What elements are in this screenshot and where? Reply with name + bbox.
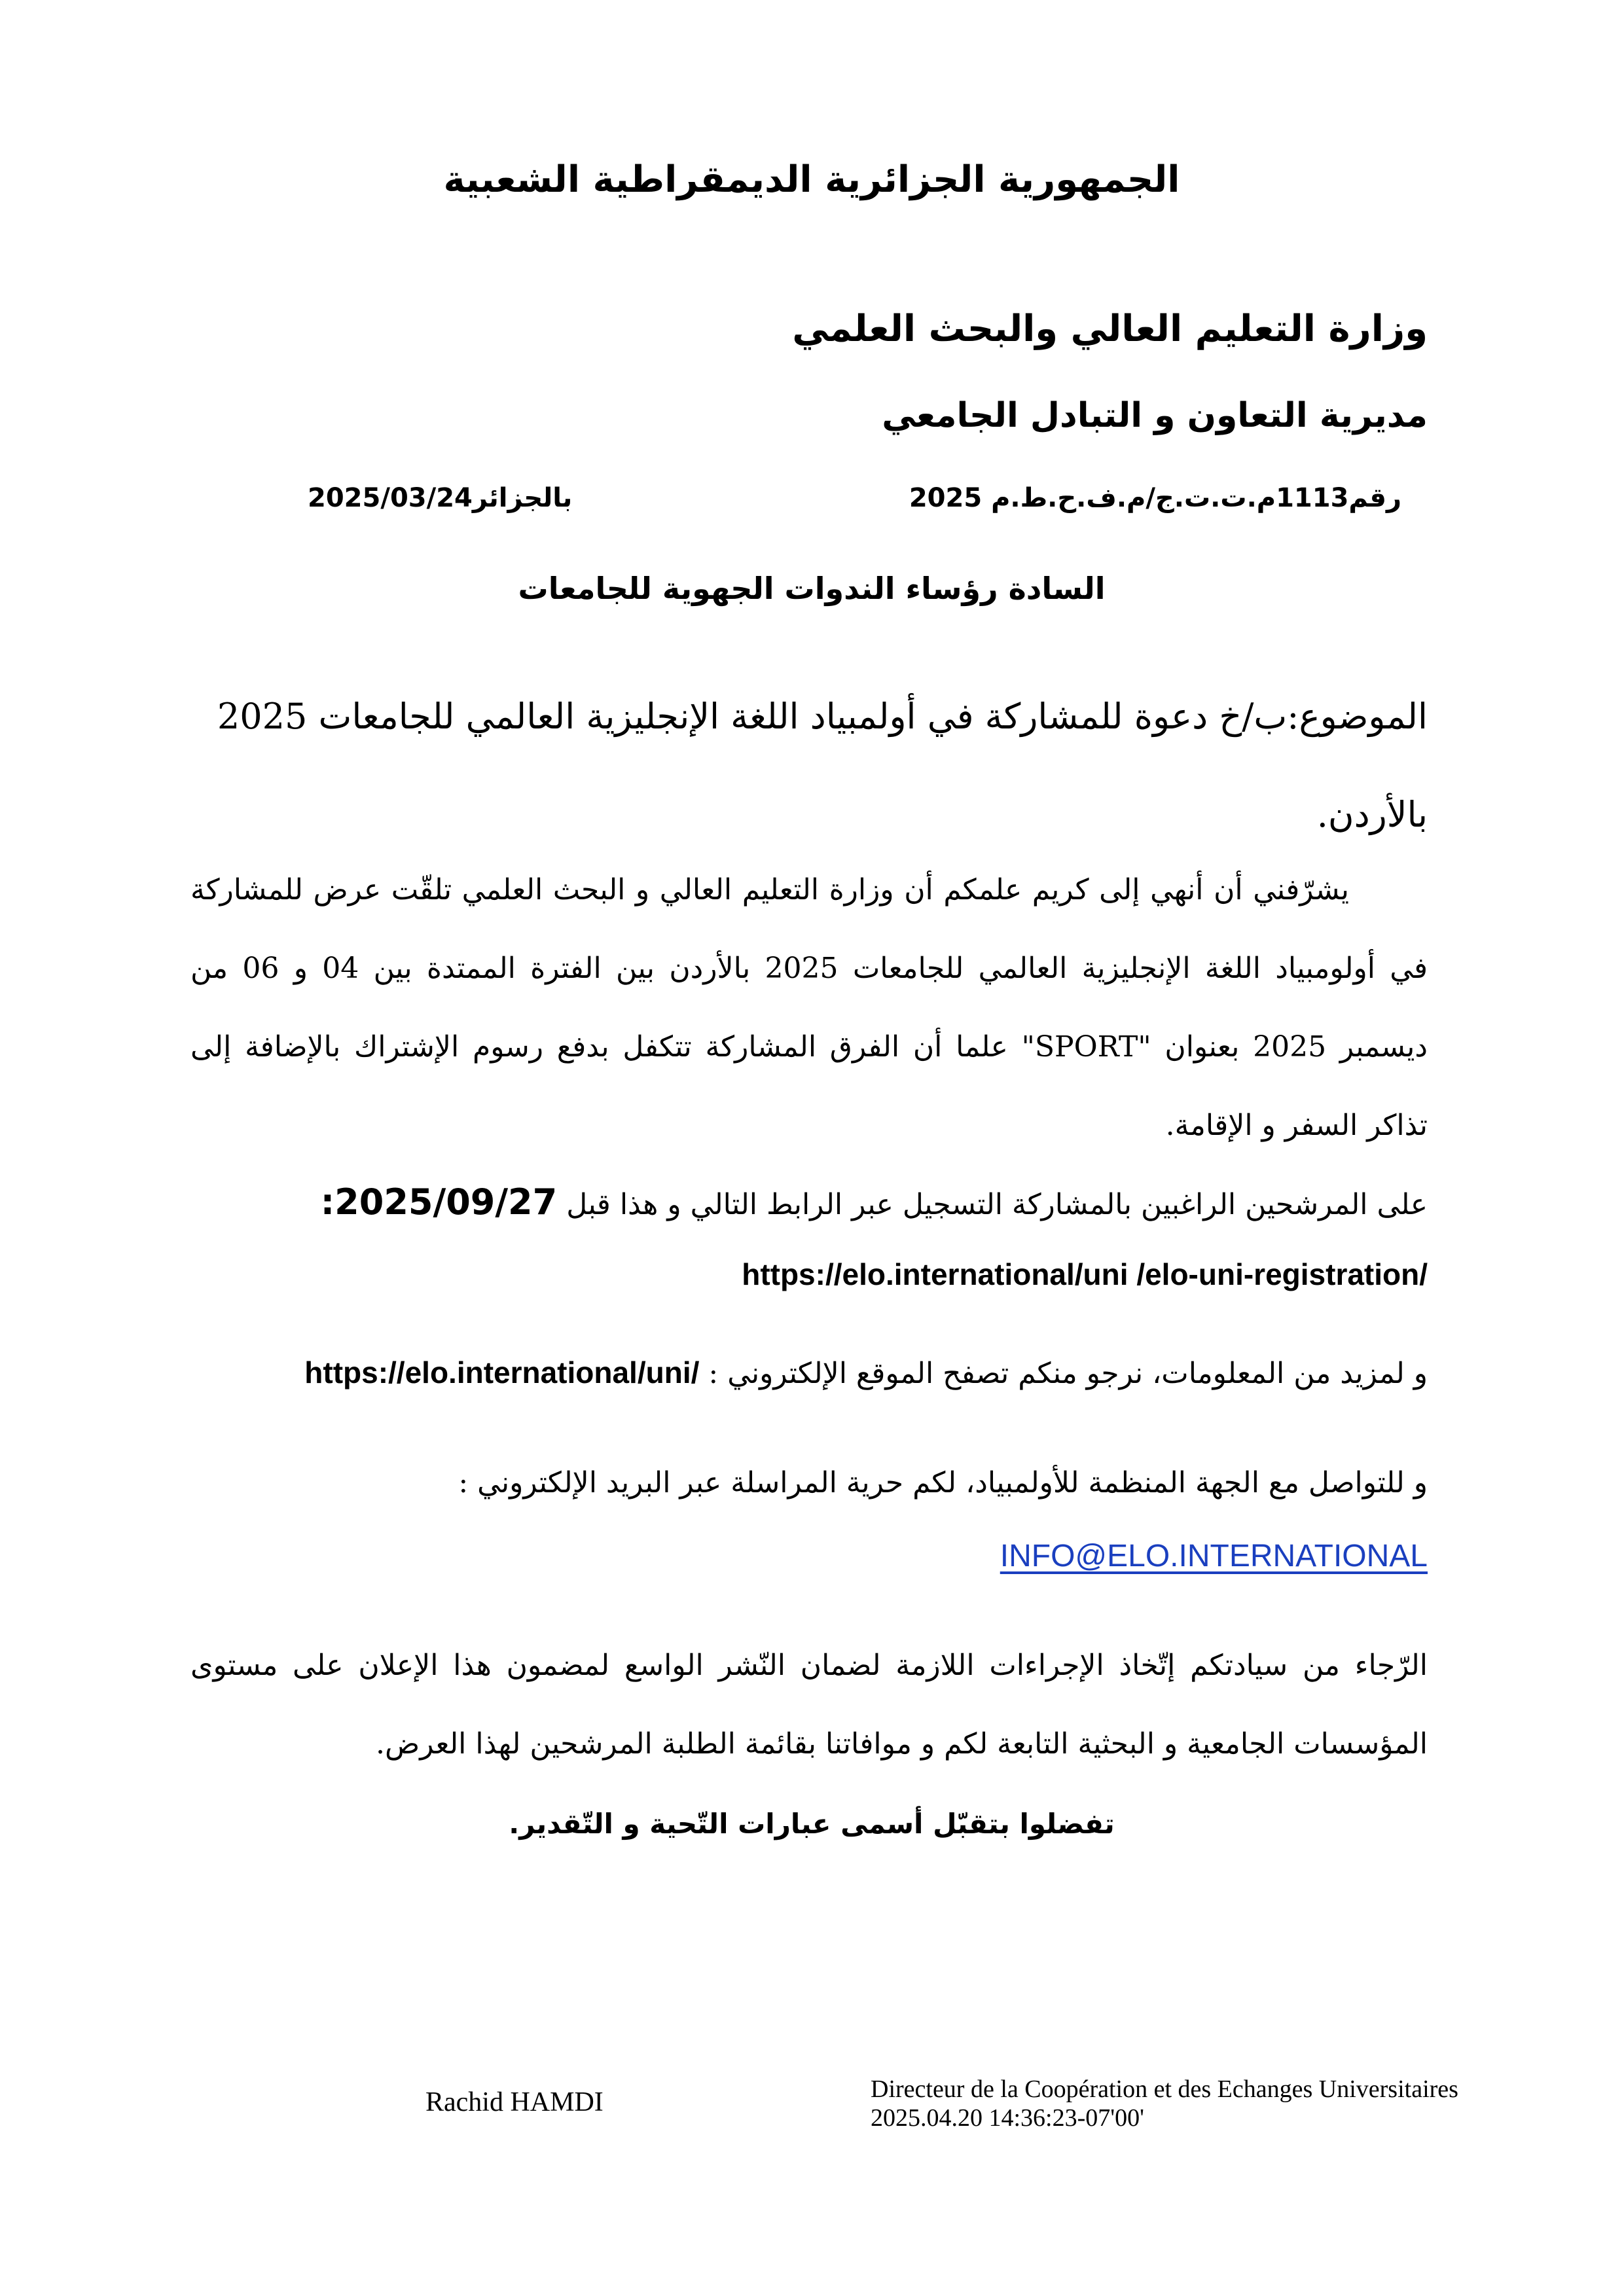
website-link[interactable]: https://elo.international/uni/ (304, 1355, 700, 1390)
letter-date: بالجزائر2025/03/24 (308, 483, 573, 513)
registration-line (190, 1181, 1428, 1223)
republic-heading: الجمهورية الجزائرية الديمقراطية الشعبية (443, 158, 1180, 201)
contact-email-link[interactable]: INFO@ELO.INTERNATIONAL (1000, 1539, 1428, 1573)
contact-line: و للتواصل مع الجهة المنظمة للأولمبياد، لكم حرية المراسلة عبر البريد الإلكتروني : (458, 1466, 1428, 1499)
body-paragraph-text: يشرّفني أن أنهي إلى كريم علمكم أن وزارة التعليم العالي و البحث العلمي تلقّت عرض للمشاركة في أولومبياد اللغة الإنجليزية العالمي للجامعات 2025 بالأردن بين الفترة الممتدة بين 04 و 06 من ديسمبر 2025 بعنوان "SPORT" علما أن الفرق المشاركة تتكفل بدفع رسوم الإشتراك بالإضافة إلى تذاكر السفر و الإقامة. (190, 873, 1428, 1142)
closing-salutation: تفضلوا بتقبّل أسمى عبارات التّحية و التّقدير. (509, 1808, 1115, 1840)
request-paragraph: الرّجاء من سيادتكم إتّخاذ الإجراءات اللازمة لضمان النّشر الواسع لمضمون هذا الإعلان على مستوى المؤسسات الجامعية و البحثية التابعة لكم و موافاتنا بقائمة الطلبة المرشحين لهذا العرض. (190, 1649, 1428, 1761)
signature-timestamp: 2025.04.20 14:36:23-07'00' (871, 2104, 1144, 2132)
digital-signature-block (871, 2075, 1458, 2132)
registration-link[interactable]: https://elo.international/uni /elo-uni-registration/ (742, 1257, 1428, 1291)
reference-number: رقم1113م.ت.ت.ج/م.ف.ح.ط.م 2025 (909, 483, 1401, 513)
more-info-line (190, 1355, 1428, 1390)
subject-line: الموضوع:ب/خ دعوة للمشاركة في أولمبياد اللغة الإنجليزية العالمي للجامعات 2025 بالأردن. (217, 696, 1428, 835)
registration-deadline: 2025/09/27: (320, 1181, 558, 1223)
signatory-title: Directeur de la Coopération et des Echanges Universitaires (871, 2075, 1458, 2103)
signatory-name: Rachid HAMDI (425, 2087, 604, 2117)
body-paragraph (190, 851, 1428, 1165)
more-info-text: و لمزيد من المعلومات، نرجو منكم تصفح الموقع الإلكتروني : (708, 1357, 1428, 1390)
addressee-line: السادة رؤساء الندوات الجهوية للجامعات (518, 571, 1106, 606)
directorate-heading: مديرية التعاون و التبادل الجامعي (882, 396, 1428, 435)
ministry-heading: وزارة التعليم العالي والبحث العلمي (792, 308, 1428, 350)
registration-text: على المرشحين الراغبين بالمشاركة التسجيل عبر الرابط التالي و هذا قبل (566, 1188, 1428, 1221)
